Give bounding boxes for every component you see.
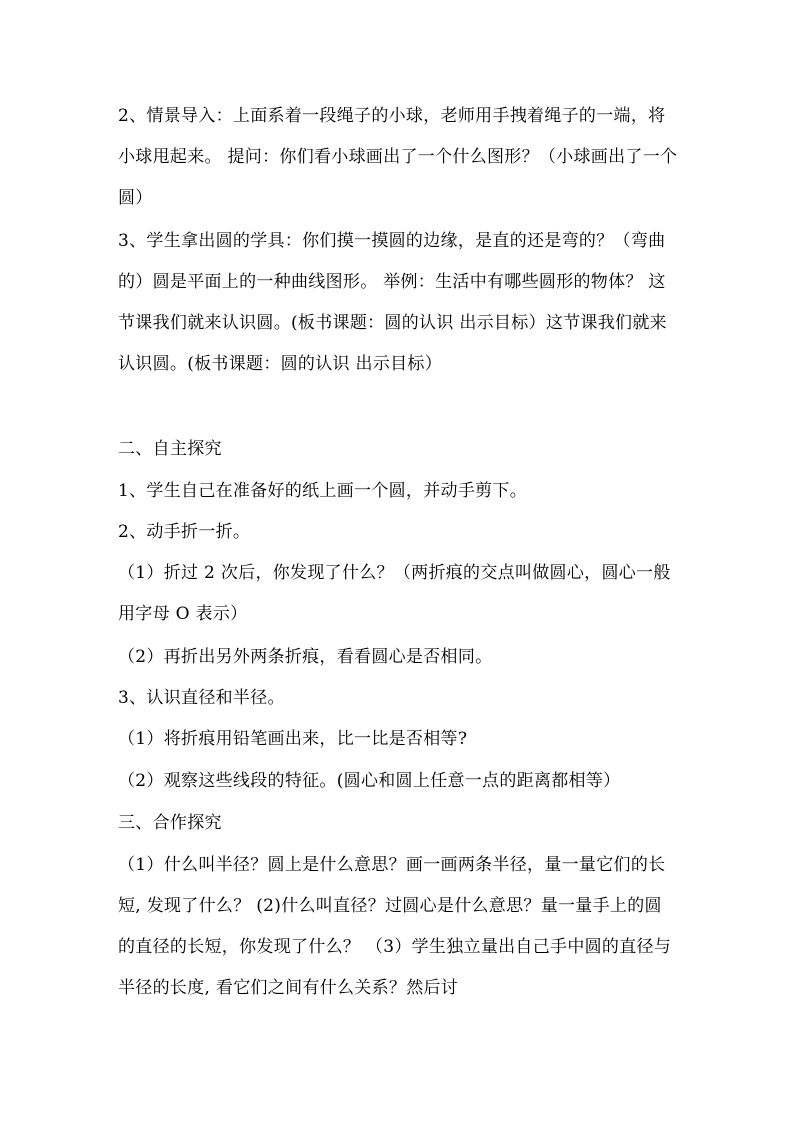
paragraph-circle-tool: 3、学生拿出圆的学具：你们摸一摸圆的边缘，是直的还是弯的？（弯曲的）圆是平面上的一种曲线图形。 举例：生活中有哪些圆形的物体？ 这节课我们就来认识圆。(板书课题：圆的认识 出示目标）这节课我们就来认识圆。(板书课题：圆的认识 出示目标） (118, 231, 667, 374)
paragraph-fold: 2、动手折一折。 (118, 522, 251, 542)
paragraph-observe-segments: （2）观察这些线段的特征。(圆心和圆上任意一点的距离都相等） (118, 771, 621, 791)
heading-self-exploration: 二、自主探究 (118, 439, 222, 459)
paragraph-draw-creases: （1）将折痕用铅笔画出来，比一比是否相等? (118, 729, 468, 749)
paragraph-radius-questions: （1）什么叫半径？圆上是什么意思？画一画两条半径，量一量它们的长短, 发现了什么？ (2)什么叫直径？过圆心是什么意思？量一量手上的圆的直径的长短，你发现了什么？ （3）学生独立量出自己手中圆的直径与半径的长度, 看它们之间有什么关系？然后讨 (118, 855, 672, 998)
paragraph-scene-intro: 2、情景导入：上面系着一段绳子的小球，老师用手拽着绳子的一端，将小球甩起来。 提问：你们看小球画出了一个什么图形？（小球画出了一个圆） (118, 106, 678, 208)
heading-cooperative-exploration: 三、合作探究 (118, 813, 222, 833)
paragraph-fold-twice: （1）折过 2 次后，你发现了什么？（两折痕的交点叫做圆心，圆心一般用字母 O 表示） (118, 563, 671, 624)
paragraph-diameter-radius: 3、认识直径和半径。 (118, 688, 285, 708)
paragraph-draw-circle: 1、学生自己在准备好的纸上画一个圆，并动手剪下。 (118, 481, 528, 501)
paragraph-fold-again: （2）再折出另外两条折痕，看看圆心是否相同。 (118, 647, 493, 667)
